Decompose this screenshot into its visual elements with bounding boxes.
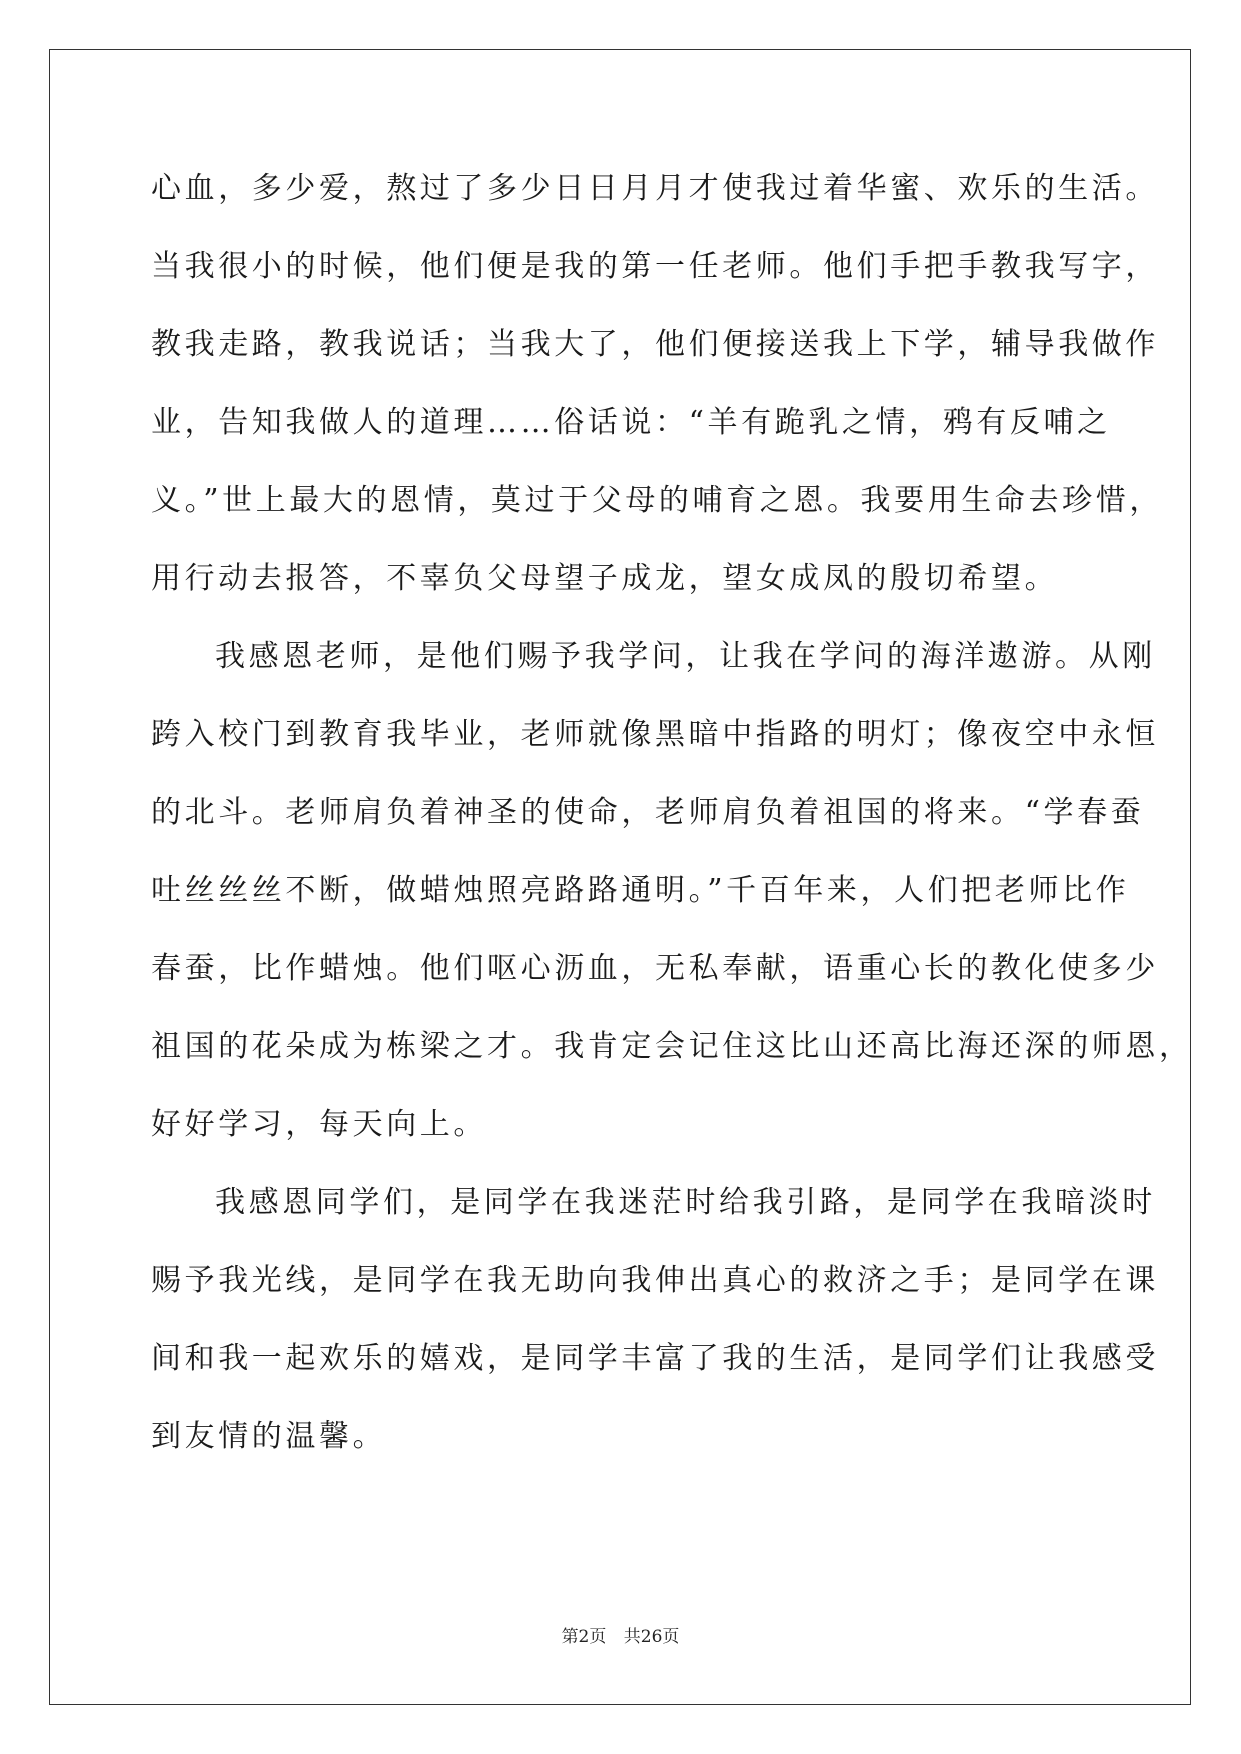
- text-line: 业，告知我做人的道理……俗话说：“羊有跪乳之情，鸦有反哺之: [151, 405, 1111, 440]
- page-number: 第2页: [561, 1627, 607, 1647]
- text-line: 春蚕，比作蜡烛。他们呕心沥血，无私奉献，语重心长的教化使多少: [151, 951, 1159, 986]
- paragraph-start-line: 我感恩同学们，是同学在我迷茫时给我引路，是同学在我暗淡时: [215, 1185, 1156, 1220]
- text-line: 吐丝丝丝不断，做蜡烛照亮路路通明。”千百年来，人们把老师比作: [151, 873, 1130, 908]
- text-line: 间和我一起欢乐的嬉戏，是同学丰富了我的生活，是同学们让我感受: [151, 1341, 1159, 1376]
- page-footer: [0, 1622, 1241, 1647]
- text-line: 到友情的温馨。: [151, 1419, 387, 1454]
- text-line: 当我很小的时候，他们便是我的第一任老师。他们手把手教我写字，: [151, 249, 1159, 284]
- document-body: [151, 150, 1193, 1476]
- paragraph-start-line: 我感恩老师，是他们赐予我学问，让我在学问的海洋遨游。从刚: [215, 639, 1156, 674]
- text-line: 跨入校门到教育我毕业，老师就像黑暗中指路的明灯；像夜空中永恒: [151, 717, 1159, 752]
- text-line: 祖国的花朵成为栋梁之才。我肯定会记住这比山还高比海还深的师恩，: [151, 1029, 1193, 1064]
- text-line: 教我走路，教我说话；当我大了，他们便接送我上下学，辅导我做作: [151, 327, 1159, 362]
- text-line: 义。”世上最大的恩情，莫过于父母的哺育之恩。我要用生命去珍惜，: [151, 483, 1163, 518]
- text-line: 用行动去报答，不辜负父母望子成龙，望女成凤的殷切希望。: [151, 561, 1059, 596]
- text-line: 心血，多少爱，熬过了多少日日月月才使我过着华蜜、欢乐的生活。: [151, 171, 1159, 206]
- text-line: 的北斗。老师肩负着神圣的使命，老师肩负着祖国的将来。“学春蚕: [151, 795, 1145, 830]
- text-line: 赐予我光线，是同学在我无助向我伸出真心的救济之手；是同学在课: [151, 1263, 1159, 1298]
- page-total: 共26页: [623, 1627, 680, 1647]
- text-line: 好好学习，每天向上。: [151, 1107, 487, 1142]
